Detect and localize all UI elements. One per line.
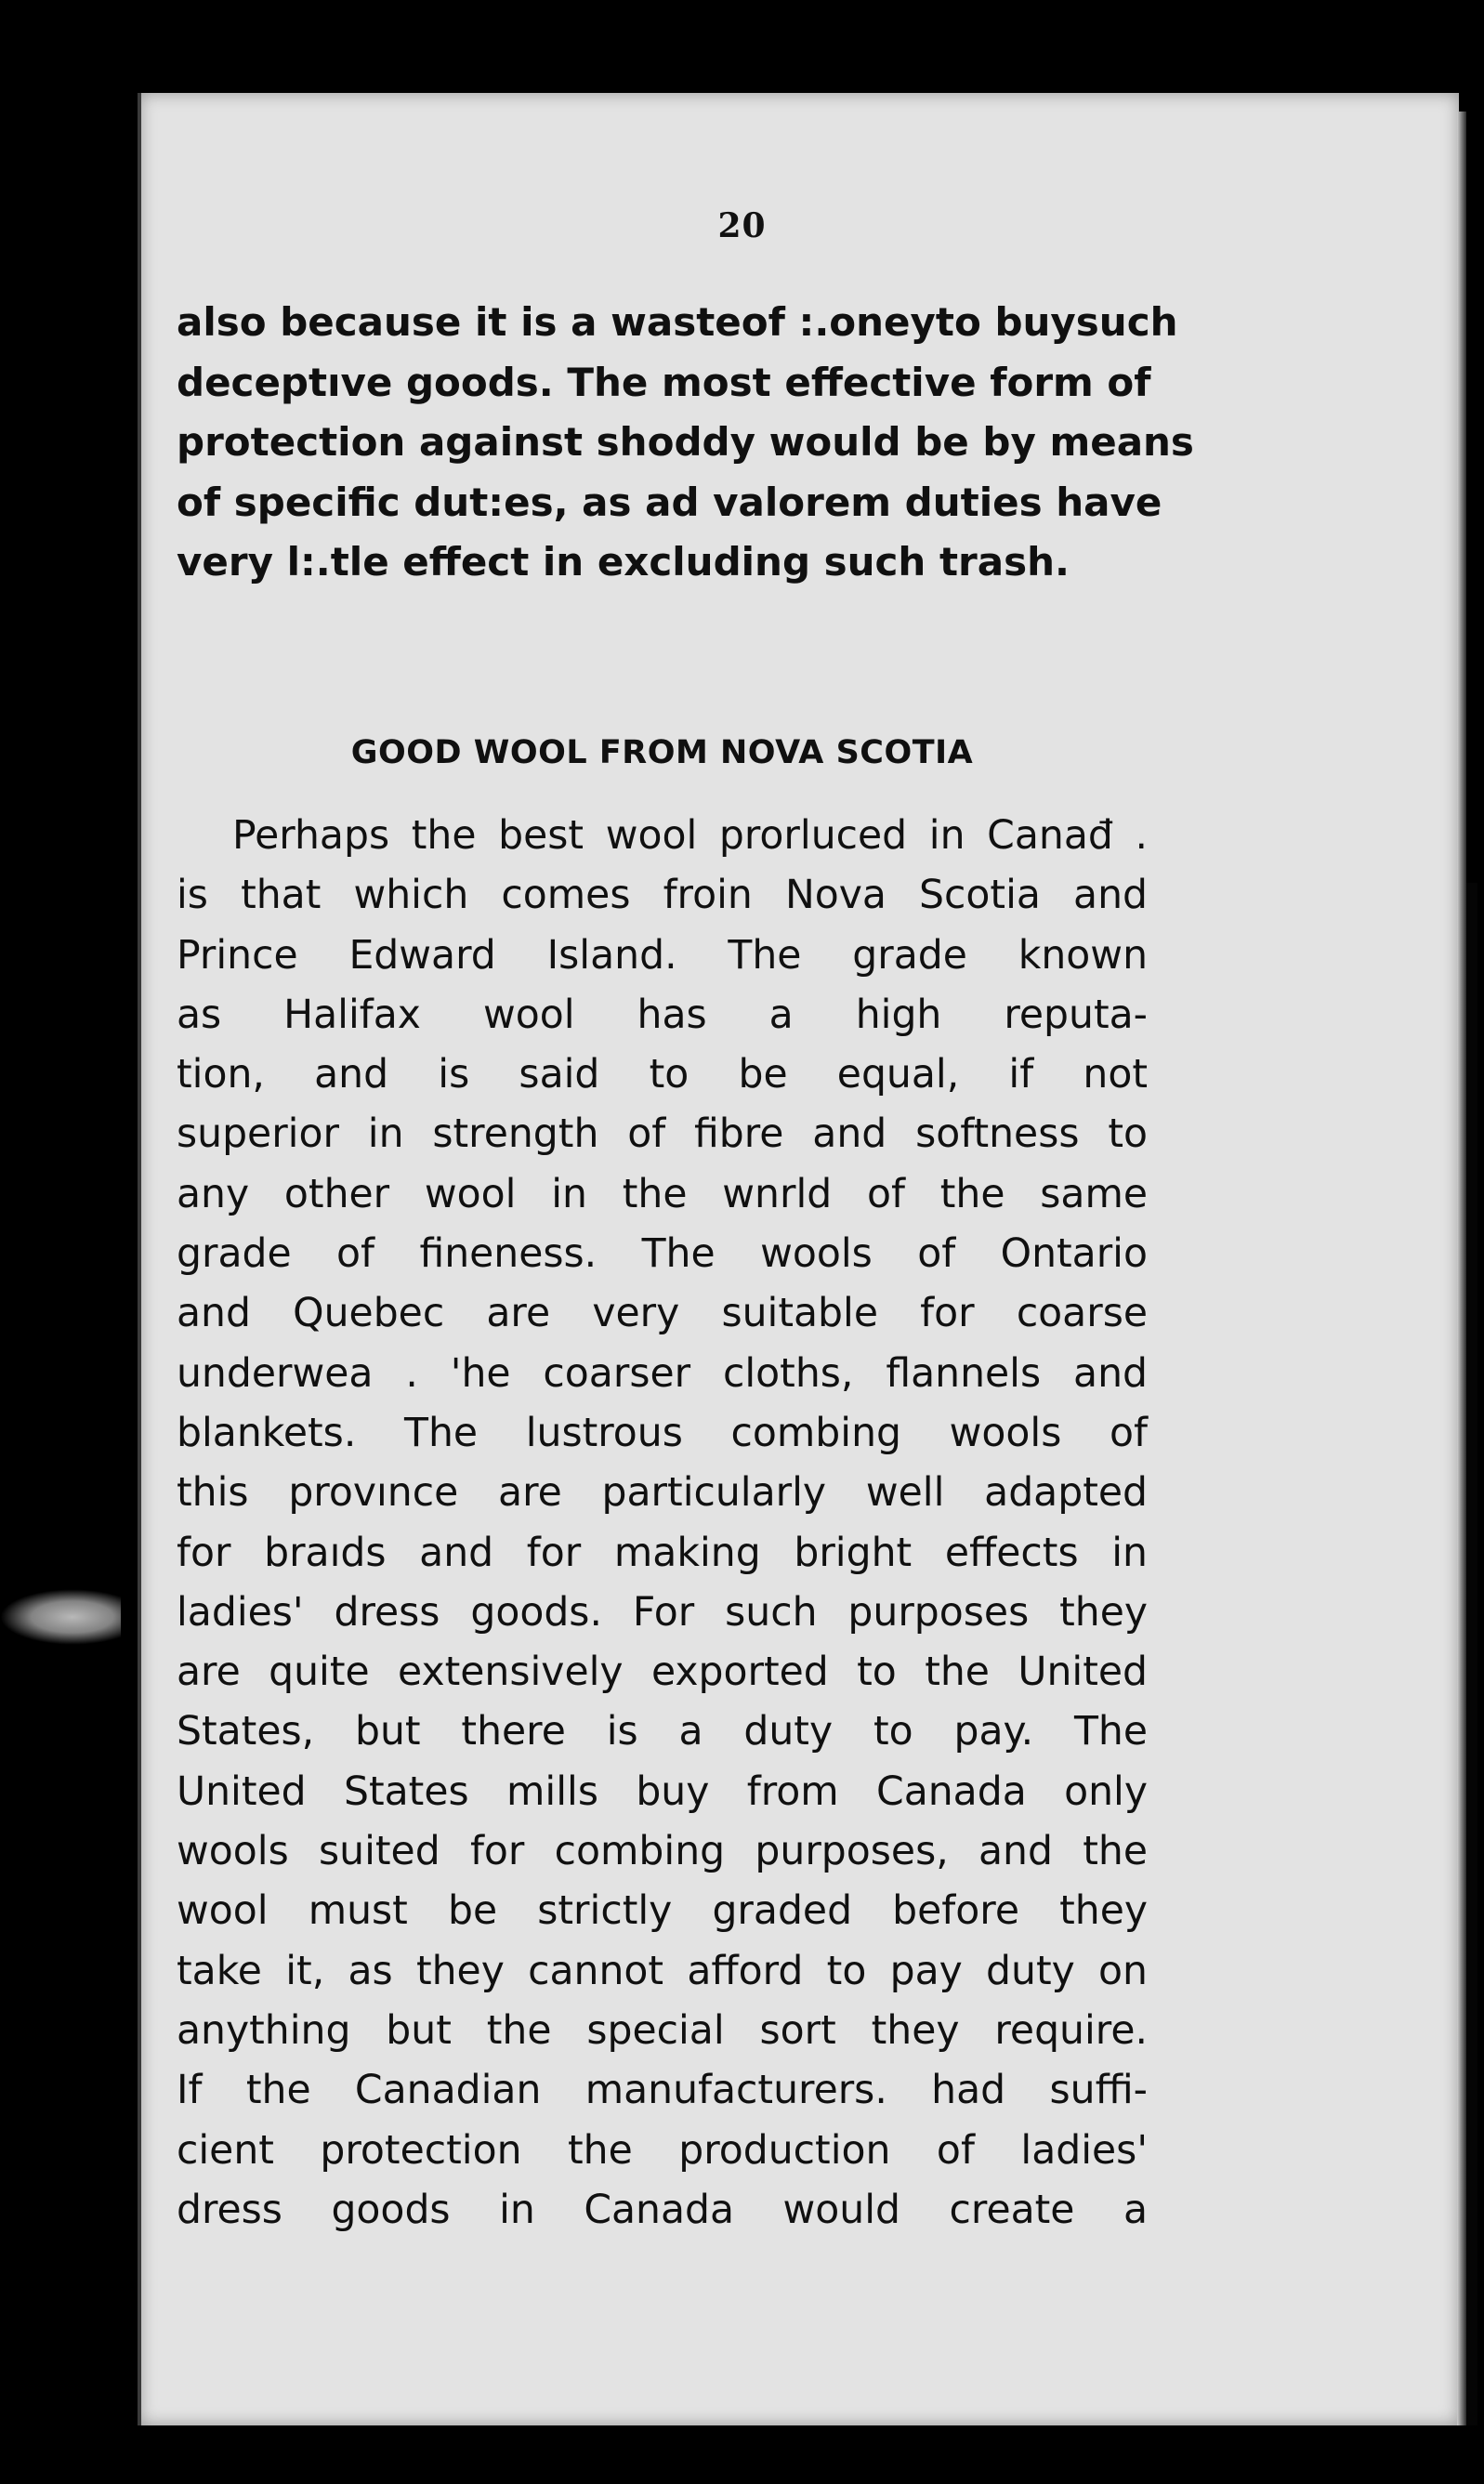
text-line: tion, and is said to be equal, if not — [177, 1052, 1148, 1098]
text-line: blankets. The lustrous combing wools of — [177, 1410, 1148, 1456]
page-number: 20 — [717, 206, 767, 245]
scan-smudge — [0, 1589, 121, 1645]
text-line: also because it is a wasteof :.oneyto buysuch — [177, 299, 1178, 345]
section-heading: GOOD WOOL FROM NOVA SCOTIA — [350, 734, 974, 771]
text-line: and Quebec are very suitable for coarse — [177, 1291, 1148, 1337]
text-line: wools suited for combing purposes, and the — [177, 1829, 1148, 1875]
text-line: deceptıve goods. The most effective form of — [177, 359, 1151, 405]
text-line: take it, as they cannot afford to pay duty on — [177, 1948, 1148, 1994]
text-line: United States mills buy from Canada only — [177, 1768, 1148, 1815]
text-line: protection against shoddy would be by means — [177, 419, 1194, 465]
binding-shadow — [1466, 883, 1477, 2425]
page-left-edge — [138, 93, 141, 2425]
text-line: this provınce are particularly well adapted — [177, 1470, 1148, 1517]
text-line: cient protection the production of ladies' — [177, 2127, 1148, 2174]
text-line: wool must be strictly graded before they — [177, 1888, 1148, 1935]
text-line: dress goods in Canada would create a — [177, 2187, 1148, 2233]
text-line: is that which comes froin Nova Scotia and — [177, 873, 1148, 919]
text-line: Perhaps the best wool prorluced in Canađ . — [232, 813, 1148, 859]
text-line: If the Canadian manufacturers. had suffi- — [177, 2068, 1148, 2114]
text-line: any other wool in the wnrld of the same — [177, 1171, 1148, 1217]
text-line: anything but the special sort they require. — [177, 2007, 1148, 2054]
text-line: for braıds and for making bright effects in — [177, 1530, 1148, 1576]
text-line: grade of fineness. The wools of Ontario — [177, 1231, 1148, 1278]
text-line: ladies' dress goods. For such purposes they — [177, 1589, 1148, 1636]
text-line: States, but there is a duty to pay. The — [177, 1709, 1148, 1755]
text-line: underwea . 'he coarser cloths, flannels and — [177, 1350, 1148, 1397]
text-line: as Halifax wool has a high reputa- — [177, 992, 1148, 1038]
text-line: very l:.tle effect in excluding such trash. — [177, 539, 1070, 585]
page-right-edge — [1457, 112, 1466, 2425]
text-line: Prince Edward Island. The grade known — [177, 932, 1148, 979]
paragraph-continued — [177, 293, 1194, 593]
text-line: superior in strength of fibre and softness to — [177, 1111, 1148, 1158]
text-line: of specific dut:es, as ad valorem duties have — [177, 479, 1162, 525]
text-line: are quite extensively exported to the United — [177, 1649, 1148, 1696]
paragraph-good-wool — [177, 807, 1148, 2241]
